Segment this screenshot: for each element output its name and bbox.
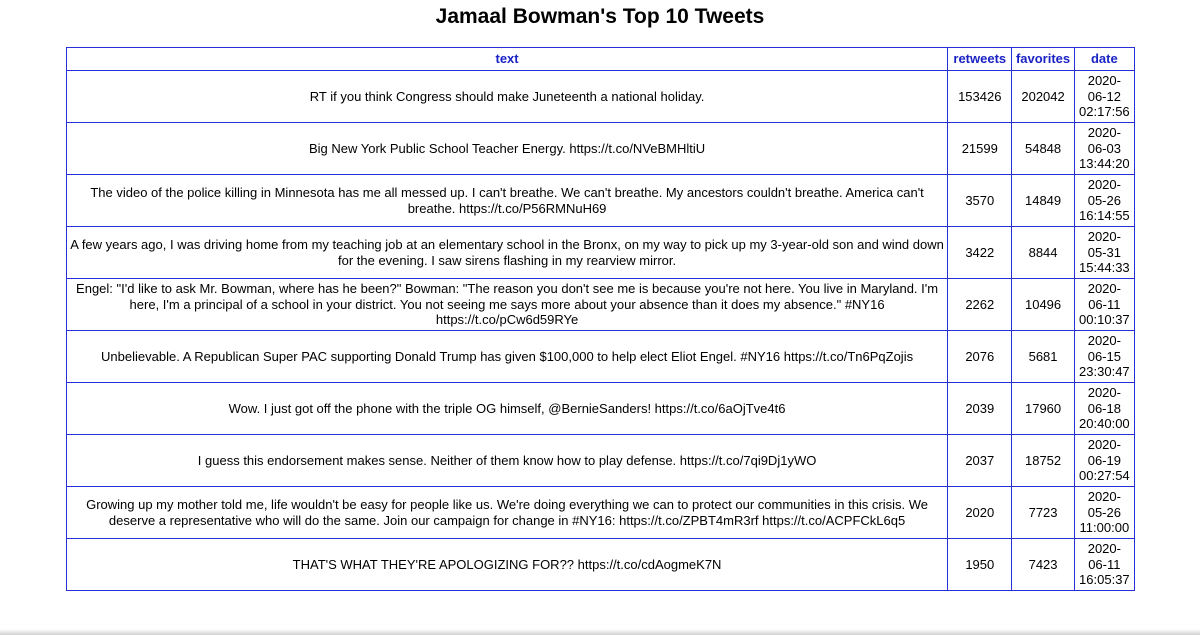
table-row [67,435,1135,487]
date-cell [1074,539,1134,591]
retweets-cell: 3570 [948,175,1012,227]
date-year: 2020- [1087,437,1121,453]
date-year: 2020- [1087,281,1121,297]
date-time: 11:00:00 [1079,520,1130,536]
date-year: 2020- [1087,489,1121,505]
date-time: 16:14:55 [1079,208,1130,224]
tweet-text-cell: I guess this endorsement makes sense. Neither of them know how to play defense. https://t.co/7qi9Dj1yWO [67,435,948,487]
retweets-cell: 2039 [948,383,1012,435]
date-time: 00:10:37 [1079,312,1130,328]
retweets-cell: 3422 [948,227,1012,279]
tweet-text-cell: THAT'S WHAT THEY'RE APOLOGIZING FOR?? https://t.co/cdAogmeK7N [67,539,948,591]
column-header-text: text [67,48,948,71]
date-cell [1074,487,1134,539]
date-year: 2020- [1087,385,1121,401]
tweet-text-cell: A few years ago, I was driving home from my teaching job at an elementary school in the Bronx, on my way to pick up my 3-year-old son and wind down for the evening. I saw sirens flashing in my rearview mirror. [67,227,948,279]
date-time: 02:17:56 [1079,104,1130,120]
retweets-cell: 21599 [948,123,1012,175]
date-month-day: 06-03 [1087,140,1121,156]
favorites-cell: 18752 [1012,435,1074,487]
tweet-text-cell: The video of the police killing in Minnesota has me all messed up. I can't breathe. We can't breathe. My ancestors couldn't breathe. America can't breathe. https://t.co/P56RMNuH69 [67,175,948,227]
favorites-cell: 7423 [1012,539,1074,591]
retweets-cell: 2037 [948,435,1012,487]
retweets-cell: 2020 [948,487,1012,539]
date-time: 00:27:54 [1079,468,1130,484]
favorites-cell: 8844 [1012,227,1074,279]
date-cell [1074,227,1134,279]
date-year: 2020- [1087,177,1121,193]
date-time: 13:44:20 [1079,156,1130,172]
column-header-date: date [1074,48,1134,71]
tweet-text-cell: Engel: "I'd like to ask Mr. Bowman, where has he been?" Bowman: "The reason you don't see me is because you're not here. You live in Maryland. I'm here, I'm a principal of a school in your district. You not seeing me says more about your absence than it does my absence." #NY16 https://t.co/pCw6d59RYe [67,279,948,331]
favorites-cell: 5681 [1012,331,1074,383]
window-bottom-shadow [0,629,1200,635]
column-header-favorites: favorites [1012,48,1074,71]
date-time: 23:30:47 [1079,364,1130,380]
date-month-day: 06-11 [1088,556,1121,572]
favorites-cell: 7723 [1012,487,1074,539]
date-cell [1074,331,1134,383]
favorites-cell: 202042 [1012,71,1074,123]
favorites-cell: 10496 [1012,279,1074,331]
tweet-text-cell: Growing up my mother told me, life wouldn't be easy for people like us. We're doing everything we can to protect our communities in this crisis. We deserve a representative who will do the same. Join our campaign for change in #NY16: https://t.co/ZPBT4mR3rf https://t.co/ACPFCkL6q5 [67,487,948,539]
table-row [67,487,1135,539]
date-time: 20:40:00 [1079,416,1130,432]
date-cell [1074,175,1134,227]
table-row [67,71,1135,123]
date-time: 15:44:33 [1079,260,1130,276]
retweets-cell: 2076 [948,331,1012,383]
date-month-day: 05-26 [1087,192,1121,208]
date-month-day: 06-15 [1087,348,1121,364]
table-row [67,383,1135,435]
date-month-day: 06-18 [1087,400,1121,416]
table-row [67,331,1135,383]
retweets-cell: 2262 [948,279,1012,331]
table-row [67,279,1135,331]
date-month-day: 06-19 [1087,452,1121,468]
date-year: 2020- [1087,229,1121,245]
date-month-day: 06-11 [1088,296,1121,312]
date-year: 2020- [1087,541,1121,557]
retweets-cell: 153426 [948,71,1012,123]
date-cell [1074,383,1134,435]
tweet-text-cell: Wow. I just got off the phone with the triple OG himself, @BernieSanders! https://t.co/6aOjTve4t6 [67,383,948,435]
tweet-text-cell: RT if you think Congress should make Juneteenth a national holiday. [67,71,948,123]
table-row [67,227,1135,279]
table-row [67,123,1135,175]
date-time: 16:05:37 [1079,572,1130,588]
date-cell [1074,435,1134,487]
date-cell [1074,279,1134,331]
date-year: 2020- [1087,73,1121,89]
retweets-cell: 1950 [948,539,1012,591]
favorites-cell: 54848 [1012,123,1074,175]
date-year: 2020- [1087,125,1121,141]
favorites-cell: 17960 [1012,383,1074,435]
date-year: 2020- [1087,333,1121,349]
date-cell [1074,123,1134,175]
tweet-text-cell: Unbelievable. A Republican Super PAC supporting Donald Trump has given $100,000 to help elect Eliot Engel. #NY16 https://t.co/Tn6PqZojis [67,331,948,383]
date-month-day: 06-12 [1087,88,1121,104]
favorites-cell: 14849 [1012,175,1074,227]
table-header-row [67,48,1135,71]
page-title: Jamaal Bowman's Top 10 Tweets [435,5,765,28]
column-header-retweets: retweets [948,48,1012,71]
date-cell [1074,71,1134,123]
table-row [67,539,1135,591]
tweet-text-cell: Big New York Public School Teacher Energy. https://t.co/NVeBMHltiU [67,123,948,175]
tweets-table [66,47,1135,591]
date-month-day: 05-26 [1087,504,1121,520]
table-row [67,175,1135,227]
date-month-day: 05-31 [1087,244,1121,260]
